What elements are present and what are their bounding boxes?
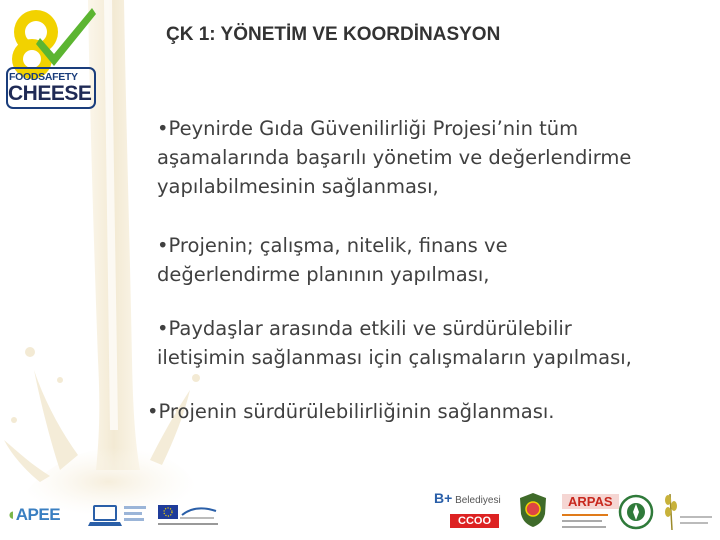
bullet-marker: • — [157, 117, 169, 140]
bullet-item — [157, 231, 717, 289]
logo-line1: FOODSAFETY — [9, 71, 78, 83]
bullet-line: aşamalarında başarılı yönetim ve değerlendirme — [157, 146, 632, 169]
belediye-logo — [434, 490, 501, 506]
wheat-logo-icon — [660, 490, 716, 534]
shield-emblem-icon — [518, 492, 548, 528]
bullet-line — [157, 314, 717, 343]
belediye-mark-icon: B+ — [434, 490, 453, 506]
bullet-text: Peynirde Gıda Güvenilirliği Projesi’nin tüm — [168, 117, 579, 140]
bullet-item — [157, 314, 717, 372]
bullet-item — [157, 114, 717, 201]
round-seal-icon — [618, 494, 654, 530]
page-title: ÇK 1: YÖNETİM VE KOORDİNASYON — [166, 24, 501, 45]
arpas-text: ARPAS — [568, 494, 613, 509]
eu-lifelong-learning-logo-icon — [158, 505, 220, 531]
ccoo-text: CCOO — [458, 515, 491, 527]
apee-logo — [6, 505, 60, 525]
apee-mark-icon: ◖ — [6, 505, 16, 524]
bullet-marker: • — [157, 234, 169, 257]
bullet-marker: • — [147, 400, 159, 423]
bullet-line: yapılabilmesinin sağlanması, — [157, 175, 439, 198]
bullet-line — [147, 397, 707, 426]
bullet-text: Projenin; çalışma, nitelik, finans ve — [168, 234, 508, 257]
bullet-line — [157, 231, 717, 260]
bullet-item — [147, 397, 707, 426]
foodsafety-cheese-logo — [6, 4, 98, 110]
bullet-marker: • — [157, 317, 169, 340]
ccoo-logo — [450, 514, 499, 528]
arpas-logo — [562, 494, 619, 509]
bullet-line — [157, 114, 717, 143]
laptop-education-logo-icon — [88, 500, 148, 532]
bullet-line: değerlendirme planının yapılması, — [157, 263, 490, 286]
logo-line2: CHEESE — [8, 82, 92, 105]
arpas-caption-icon — [562, 512, 612, 532]
belediye-text: Belediyesi — [455, 495, 501, 506]
bullet-text: Paydaşlar arasında etkili ve sürdürülebilir — [168, 317, 572, 340]
bullet-text: Projenin sürdürülebilirliğinin sağlanması. — [158, 400, 555, 423]
apee-text: APEE — [15, 505, 61, 524]
bullet-line: iletişimin sağlanması için çalışmaların yapılması, — [157, 346, 632, 369]
